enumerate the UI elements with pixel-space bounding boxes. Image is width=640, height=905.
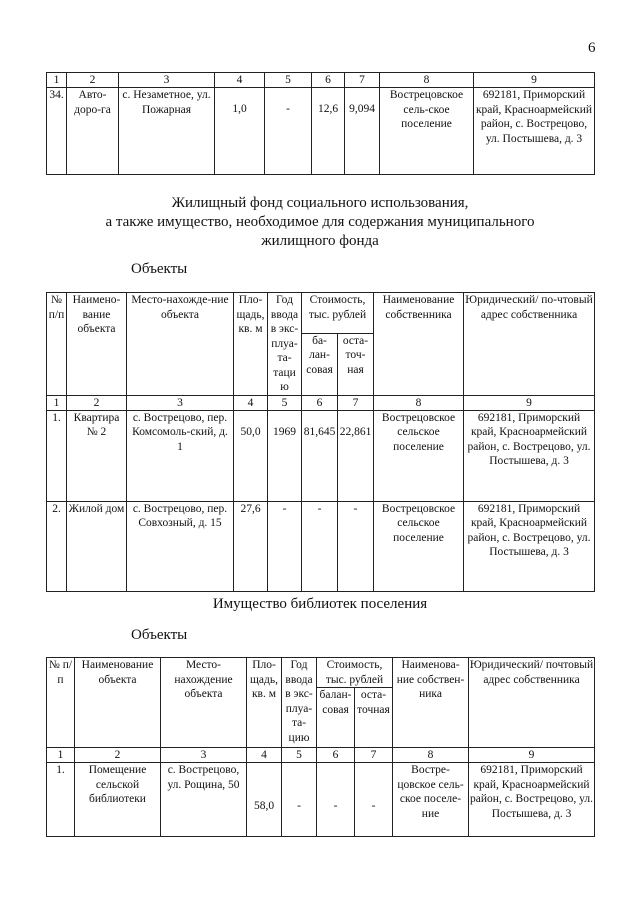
header-name: Наименование объекта <box>75 658 161 748</box>
object-area: 50,0 <box>234 410 268 501</box>
header-owner: Наименование собственника <box>374 293 464 396</box>
object-location: с. Вострецово, пер. Совхозный, д. 15 <box>127 501 234 591</box>
housing-table <box>46 292 595 592</box>
col-num-6: 6 <box>312 73 345 88</box>
owner-address: 692181, Приморский край, Красноармейский район, с. Вострецово, ул. Постышева, д. 3 <box>464 501 595 591</box>
object-area: 27,6 <box>234 501 268 591</box>
header-location: Место-нахождение объекта <box>161 658 247 748</box>
col-num-3: 3 <box>161 748 247 763</box>
header-residual: оста-точная <box>355 688 393 748</box>
header-address: Юридический/ почтовый адрес собственника <box>469 658 595 748</box>
section-caption-library: Имущество библиотек поселения <box>212 596 428 612</box>
col-num-8: 8 <box>380 73 474 88</box>
col-num-9: 9 <box>469 748 595 763</box>
object-area: 58,0 <box>247 763 282 837</box>
header-year: Год ввода в экс-плуа-та-цию <box>282 658 317 748</box>
header-num: № п/п <box>47 293 67 396</box>
table-number-row <box>47 73 595 88</box>
page-number: 6 <box>588 40 596 56</box>
object-name: Помещение сельской библиотеки <box>75 763 161 837</box>
row-num: 34. <box>47 88 67 175</box>
library-table <box>46 657 595 837</box>
object-name: Жилой дом <box>67 501 127 591</box>
object-location: с. Вострецово, пер. Комсомоль-ский, д. 1 <box>127 410 234 501</box>
owner-name: Вострецовское сельское поселение <box>374 501 464 591</box>
row-num: 2. <box>47 501 67 591</box>
header-name: Наимено-вание объекта <box>67 293 127 396</box>
owner-address: 692181, Приморский край, Красноармейский район, с. Вострецово, ул. Постышева, д. 3 <box>464 410 595 501</box>
section-caption-housing <box>0 194 640 251</box>
object-year: - <box>265 88 312 175</box>
object-balance-cost: 81,645 <box>302 410 338 501</box>
col-num-5: 5 <box>268 395 302 410</box>
col-num-5: 5 <box>282 748 317 763</box>
col-num-6: 6 <box>302 395 338 410</box>
header-year: Год ввода в экс-плуа-та-тацию <box>268 293 302 396</box>
col-num-3: 3 <box>119 73 215 88</box>
header-cost: Стоимость, тыс. рублей <box>302 293 374 334</box>
object-residual-cost: - <box>338 501 374 591</box>
table-row <box>47 410 595 501</box>
col-num-1: 1 <box>47 395 67 410</box>
road-table <box>46 72 595 175</box>
col-num-2: 2 <box>75 748 161 763</box>
subheading-objects: Объекты <box>131 261 188 277</box>
col-num-7: 7 <box>338 395 374 410</box>
object-residual-cost: 9,094 <box>345 88 380 175</box>
header-cost: Стоимость, тыс. рублей <box>317 658 393 688</box>
object-name: Квартира № 2 <box>67 410 127 501</box>
caption-line: жилищного фонда <box>261 233 379 249</box>
object-residual-cost: 22,861 <box>338 410 374 501</box>
header-residual: оста-точ-ная <box>338 333 374 395</box>
owner-name: Вострецовское сель-ское поселение <box>380 88 474 175</box>
owner-name: Вострецовское сельское поселение <box>374 410 464 501</box>
row-num: 1. <box>47 410 67 501</box>
col-num-5: 5 <box>265 73 312 88</box>
table-row <box>47 88 595 175</box>
col-num-8: 8 <box>374 395 464 410</box>
header-balance: ба-лан-совая <box>302 333 338 395</box>
col-num-2: 2 <box>67 73 119 88</box>
object-residual-cost: - <box>355 763 393 837</box>
col-num-8: 8 <box>393 748 469 763</box>
header-area: Пло-щадь, кв. м <box>247 658 282 748</box>
header-area: Пло-щадь, кв. м <box>234 293 268 396</box>
subheading-objects: Объекты <box>131 627 188 643</box>
object-year: 1969 <box>268 410 302 501</box>
col-num-1: 1 <box>47 73 67 88</box>
owner-address: 692181, Приморский край, Красноармейский район, с. Вострецово, ул. Постышева, д. 3 <box>469 763 595 837</box>
object-location: с. Вострецово, ул. Рощина, 50 <box>161 763 247 837</box>
col-num-4: 4 <box>247 748 282 763</box>
col-num-6: 6 <box>317 748 355 763</box>
caption-line: а также имущество, необходимое для содержания муниципального <box>105 214 535 230</box>
col-num-4: 4 <box>234 395 268 410</box>
header-row <box>47 658 595 688</box>
object-location: с. Незаметное, ул. Пожарная <box>119 88 215 175</box>
owner-address: 692181, Приморский край, Красноармейский район, с. Вострецово, ул. Постышева, д. 3 <box>474 88 595 175</box>
object-year: - <box>282 763 317 837</box>
col-num-1: 1 <box>47 748 75 763</box>
col-num-2: 2 <box>67 395 127 410</box>
header-row <box>47 293 595 334</box>
col-num-7: 7 <box>345 73 380 88</box>
header-balance: балан-совая <box>317 688 355 748</box>
object-name: Авто-доро-га <box>67 88 119 175</box>
col-num-9: 9 <box>464 395 595 410</box>
object-year: - <box>268 501 302 591</box>
object-area: 1,0 <box>215 88 265 175</box>
col-num-3: 3 <box>127 395 234 410</box>
col-num-9: 9 <box>474 73 595 88</box>
header-address: Юридический/ по-чтовый адрес собственника <box>464 293 595 396</box>
caption-line: Жилищный фонд социального использования, <box>171 195 469 211</box>
owner-name: Востре-цовское сель-ское поселе-ние <box>393 763 469 837</box>
header-owner: Наименова-ние собствен-ника <box>393 658 469 748</box>
table-number-row <box>47 395 595 410</box>
col-num-7: 7 <box>355 748 393 763</box>
table-number-row <box>47 748 595 763</box>
table-row <box>47 501 595 591</box>
row-num: 1. <box>47 763 75 837</box>
header-num: № п/п <box>47 658 75 748</box>
table-row <box>47 763 595 837</box>
header-location: Место-нахожде-ние объекта <box>127 293 234 396</box>
col-num-4: 4 <box>215 73 265 88</box>
object-balance-cost: - <box>302 501 338 591</box>
object-balance-cost: - <box>317 763 355 837</box>
object-balance-cost: 12,6 <box>312 88 345 175</box>
